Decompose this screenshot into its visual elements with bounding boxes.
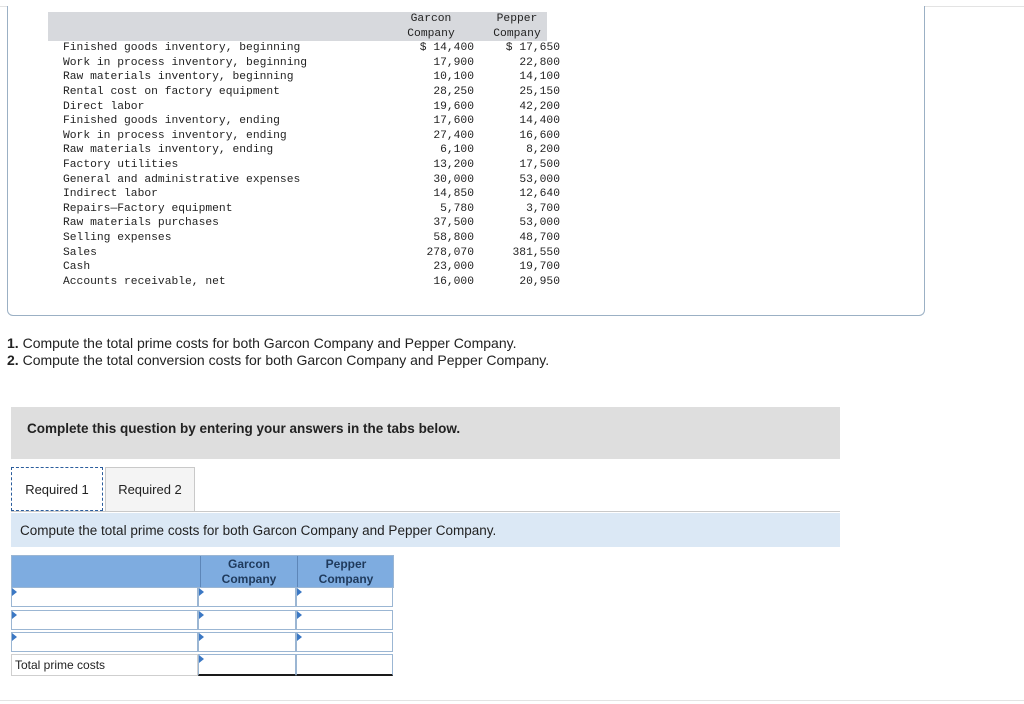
- instructions-banner: Complete this question by entering your answers in the tabs below.: [11, 407, 840, 459]
- tab-required-2[interactable]: Required 2: [105, 467, 195, 511]
- input-marker-icon: [199, 633, 204, 641]
- garcon-amount-input[interactable]: [198, 632, 296, 652]
- input-marker-icon: [297, 588, 302, 596]
- table-row: Raw materials inventory, ending 6,100 8,200: [63, 144, 560, 157]
- tab-instruction: Compute the total prime costs for both Garcon Company and Pepper Company.: [11, 513, 840, 547]
- input-marker-icon: [199, 588, 204, 596]
- table-row: Finished goods inventory, ending 17,600 14,400: [63, 115, 560, 128]
- answer-row: [11, 587, 394, 609]
- col-header-garcon-2: Company: [407, 27, 455, 40]
- col-header-pepper-2: Company: [493, 27, 541, 40]
- answer-label-dropdown[interactable]: [11, 587, 198, 607]
- answer-col-garcon: Garcon Company: [200, 556, 297, 588]
- cost-data-table: [48, 12, 560, 289]
- table-row: Repairs—Factory equipment 5,780 3,700: [63, 202, 560, 215]
- table-row: Sales 278,070 381,550: [63, 246, 560, 259]
- table-row: Factory utilities 13,200 17,500: [63, 158, 560, 171]
- table-row: General and administrative expenses 30,000 53,000: [63, 173, 560, 186]
- pepper-amount-input[interactable]: [296, 610, 393, 630]
- table-row: Work in process inventory, ending 27,400 16,600: [63, 129, 560, 142]
- total-label-cell: Total prime costs: [11, 654, 198, 676]
- pepper-total-input[interactable]: [296, 654, 393, 676]
- tab-divider: [11, 511, 840, 512]
- garcon-amount-input[interactable]: [198, 610, 296, 630]
- garcon-total-input[interactable]: [198, 654, 296, 676]
- answer-col-pepper: Pepper Company: [297, 556, 394, 588]
- answer-table-header: [11, 555, 394, 588]
- table-row: Indirect labor 14,850 12,640: [63, 188, 560, 201]
- total-prime-costs-row: [11, 654, 394, 676]
- answer-label-dropdown[interactable]: [11, 632, 198, 652]
- input-marker-icon: [199, 611, 204, 619]
- tab-required-1[interactable]: Required 1: [11, 467, 103, 511]
- question-2: 2. Compute the total conversion costs for both Garcon Company and Pepper Company.: [7, 352, 550, 368]
- table-row: Work in process inventory, beginning 17,900 22,800: [63, 56, 560, 69]
- table-row: Selling expenses 58,800 48,700: [63, 231, 560, 244]
- input-marker-icon: [199, 655, 204, 663]
- garcon-amount-input[interactable]: [198, 587, 296, 607]
- dropdown-marker-icon: [12, 588, 17, 596]
- table-row: Accounts receivable, net 16,000 20,950: [63, 275, 560, 288]
- table-row: Finished goods inventory, beginning $ 14,400 $ 17,650: [63, 42, 560, 55]
- question-1: 1. Compute the total prime costs for both Garcon Company and Pepper Company.: [7, 335, 517, 351]
- answer-row: [11, 610, 394, 632]
- pepper-amount-input[interactable]: [296, 632, 393, 652]
- input-marker-icon: [297, 611, 302, 619]
- col-header-pepper: Pepper: [496, 13, 538, 25]
- input-marker-icon: [297, 633, 302, 641]
- col-header-garcon: Garcon: [410, 13, 452, 25]
- dropdown-marker-icon: [12, 633, 17, 641]
- table-row: Direct labor 19,600 42,200: [63, 100, 560, 113]
- pepper-amount-input[interactable]: [296, 587, 393, 607]
- answer-row: [11, 632, 394, 654]
- bottom-divider: [0, 700, 1024, 701]
- table-row: Raw materials purchases 37,500 53,000: [63, 217, 560, 230]
- table-row: Raw materials inventory, beginning 10,100 14,100: [63, 71, 560, 84]
- table-row: Rental cost on factory equipment 28,250 25,150: [63, 85, 560, 98]
- table-row: Cash 23,000 19,700: [63, 261, 560, 274]
- dropdown-marker-icon: [12, 611, 17, 619]
- answer-label-dropdown[interactable]: [11, 610, 198, 630]
